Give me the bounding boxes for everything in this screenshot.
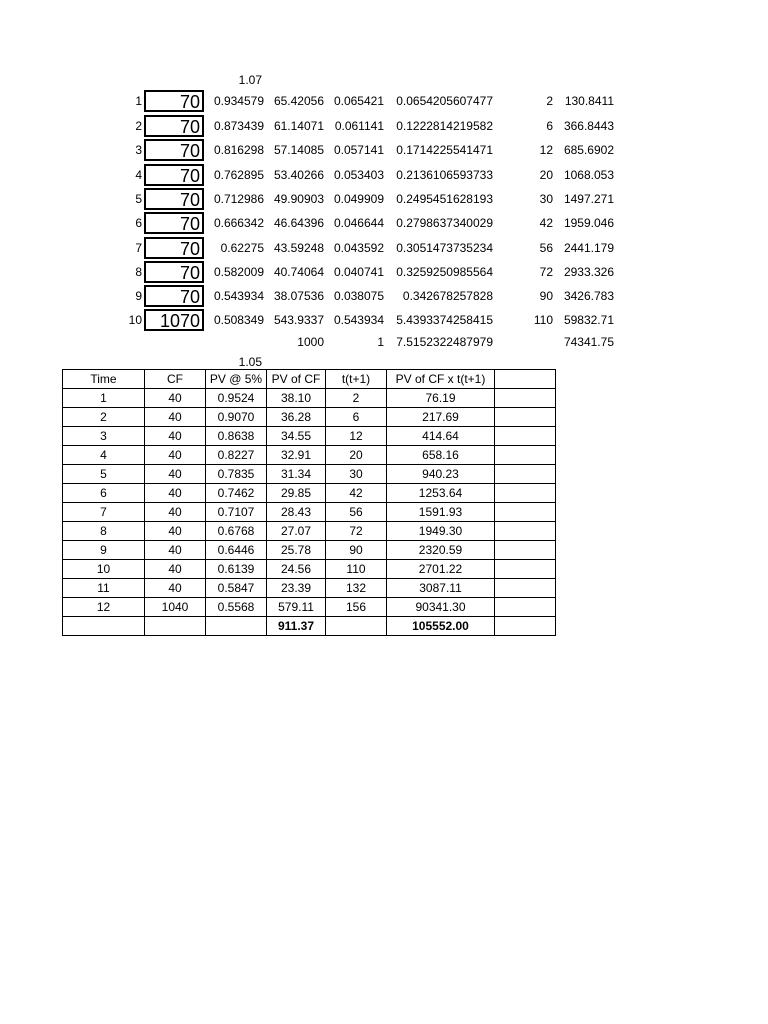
cash-flow-cell: 70 xyxy=(144,212,204,234)
table-cell: 0.8227 xyxy=(206,446,267,465)
table-cell: 1 xyxy=(63,389,145,408)
table-cell: 24.56 xyxy=(267,560,326,579)
table-cell: 32.91 xyxy=(267,446,326,465)
column-header: Time xyxy=(63,370,145,389)
upper-row xyxy=(0,188,768,212)
present-value: 57.14085 xyxy=(273,143,324,157)
total-weight: 1 xyxy=(377,335,384,349)
total-pv: 1000 xyxy=(297,335,324,349)
cumulative-value: 0.2798637340029 xyxy=(396,216,493,230)
cash-flow-cell: 1070 xyxy=(144,309,204,331)
upper-calculation-block xyxy=(0,0,768,360)
present-value: 38.07536 xyxy=(273,289,324,303)
table-cell: 0.6446 xyxy=(206,541,267,560)
table-cell: 40 xyxy=(145,465,206,484)
row-number: 4 xyxy=(135,168,142,182)
discount-factor: 0.508349 xyxy=(213,313,264,327)
discount-factor: 0.873439 xyxy=(213,119,264,133)
t-times-t-plus-one: 20 xyxy=(539,168,553,182)
table-cell: 3087.11 xyxy=(387,579,495,598)
t-times-t-plus-one: 30 xyxy=(539,192,553,206)
table-cell: 2 xyxy=(326,389,387,408)
table-cell: 217.69 xyxy=(387,408,495,427)
table-cell: 1253.64 xyxy=(387,484,495,503)
table-cell: 40 xyxy=(145,579,206,598)
discount-factor: 0.582009 xyxy=(213,265,264,279)
row-number: 6 xyxy=(135,216,142,230)
column-header xyxy=(495,370,556,389)
upper-row xyxy=(0,237,768,261)
upper-row xyxy=(0,309,768,333)
table-cell: 76.19 xyxy=(387,389,495,408)
upper-row xyxy=(0,212,768,236)
table-row xyxy=(63,427,556,446)
weight: 0.061141 xyxy=(334,119,384,133)
table-cell xyxy=(495,427,556,446)
table-cell: 1591.93 xyxy=(387,503,495,522)
upper-row xyxy=(0,261,768,285)
table-cell: 9 xyxy=(63,541,145,560)
table-cell: 0.6139 xyxy=(206,560,267,579)
table-cell: 40 xyxy=(145,503,206,522)
table-cell: 6 xyxy=(63,484,145,503)
table-cell: 940.23 xyxy=(387,465,495,484)
table-row xyxy=(63,389,556,408)
cash-flow-cell: 70 xyxy=(144,164,204,186)
cumulative-value: 0.1222814219582 xyxy=(396,119,493,133)
table-row xyxy=(63,465,556,484)
table-cell: 90 xyxy=(326,541,387,560)
t-times-t-plus-one: 90 xyxy=(539,289,553,303)
table-cell: 42 xyxy=(326,484,387,503)
discount-factor: 0.543934 xyxy=(213,289,264,303)
table-cell: 40 xyxy=(145,408,206,427)
table-cell: 12 xyxy=(63,598,145,617)
table-cell: 8 xyxy=(63,522,145,541)
t-times-t-plus-one: 2 xyxy=(546,94,553,108)
weight: 0.057141 xyxy=(333,143,384,157)
discount-factor: 0.712986 xyxy=(213,192,264,206)
pv-times-tt: 685.6902 xyxy=(563,143,614,157)
weight: 0.046644 xyxy=(333,216,384,230)
t-times-t-plus-one: 42 xyxy=(539,216,553,230)
row-number: 10 xyxy=(128,313,142,327)
total-cell xyxy=(326,617,387,636)
table-cell: 90341.30 xyxy=(387,598,495,617)
cash-flow-cell: 70 xyxy=(144,237,204,259)
t-times-t-plus-one: 110 xyxy=(533,313,553,327)
upper-row xyxy=(0,139,768,163)
cumulative-value: 0.342678257828 xyxy=(402,289,493,303)
table-cell: 2320.59 xyxy=(387,541,495,560)
rate-label-table: 1.05 xyxy=(238,355,262,369)
t-times-t-plus-one: 56 xyxy=(539,241,553,255)
present-value: 53.40266 xyxy=(273,168,324,182)
cumulative-value: 0.3259250985564 xyxy=(396,265,493,279)
total-cell xyxy=(145,617,206,636)
weight: 0.053403 xyxy=(333,168,384,182)
table-cell: 0.5847 xyxy=(206,579,267,598)
table-row xyxy=(63,579,556,598)
table-cell: 3 xyxy=(63,427,145,446)
table-cell: 7 xyxy=(63,503,145,522)
table-cell: 20 xyxy=(326,446,387,465)
table-cell: 1040 xyxy=(145,598,206,617)
present-value: 65.42056 xyxy=(273,94,324,108)
table-cell: 0.7462 xyxy=(206,484,267,503)
pv-times-tt: 59832.71 xyxy=(563,313,614,327)
table-cell: 30 xyxy=(326,465,387,484)
table-cell: 110 xyxy=(326,560,387,579)
t-times-t-plus-one: 72 xyxy=(539,265,553,279)
table-cell: 28.43 xyxy=(267,503,326,522)
row-number: 2 xyxy=(135,119,142,133)
table-cell: 0.9524 xyxy=(206,389,267,408)
upper-row xyxy=(0,90,768,114)
table-cell: 23.39 xyxy=(267,579,326,598)
total-pv-times-tt: 74341.75 xyxy=(563,335,614,349)
table-cell: 72 xyxy=(326,522,387,541)
total-cell xyxy=(495,617,556,636)
cumulative-value: 5.4393374258415 xyxy=(396,313,493,327)
table-cell: 5 xyxy=(63,465,145,484)
table-cell: 27.07 xyxy=(267,522,326,541)
row-number: 8 xyxy=(135,265,142,279)
table-cell: 414.64 xyxy=(387,427,495,446)
column-header: CF xyxy=(145,370,206,389)
discount-factor: 0.666342 xyxy=(213,216,264,230)
table-cell: 579.11 xyxy=(267,598,326,617)
table-cell: 12 xyxy=(326,427,387,446)
row-number: 9 xyxy=(135,289,142,303)
t-times-t-plus-one: 12 xyxy=(539,143,553,157)
table-cell xyxy=(495,598,556,617)
present-value: 40.74064 xyxy=(273,265,324,279)
table-cell: 658.16 xyxy=(387,446,495,465)
table-row xyxy=(63,541,556,560)
table-cell: 10 xyxy=(63,560,145,579)
row-number: 5 xyxy=(135,192,142,206)
cumulative-value: 0.1714225541471 xyxy=(396,143,493,157)
table-cell: 40 xyxy=(145,541,206,560)
table-cell: 4 xyxy=(63,446,145,465)
table-cell: 132 xyxy=(326,579,387,598)
table-cell: 29.85 xyxy=(267,484,326,503)
cumulative-value: 0.2136106593733 xyxy=(396,168,493,182)
present-value: 43.59248 xyxy=(273,241,324,255)
table-cell xyxy=(495,465,556,484)
table-cell: 36.28 xyxy=(267,408,326,427)
weight: 0.043592 xyxy=(333,241,384,255)
table-cell xyxy=(495,522,556,541)
table-cell xyxy=(495,484,556,503)
weight: 0.040741 xyxy=(333,265,384,279)
table-cell: 40 xyxy=(145,522,206,541)
weight: 0.049909 xyxy=(333,192,384,206)
table-cell xyxy=(495,541,556,560)
table-cell: 40 xyxy=(145,446,206,465)
total-cell: 105552.00 xyxy=(387,617,495,636)
column-header: PV @ 5% xyxy=(206,370,267,389)
table-row xyxy=(63,560,556,579)
table-cell: 34.55 xyxy=(267,427,326,446)
table-cell: 0.7107 xyxy=(206,503,267,522)
pv-times-tt: 3426.783 xyxy=(563,289,614,303)
pv-table xyxy=(62,369,556,636)
total-cumulative: 7.5152322487979 xyxy=(396,335,493,349)
present-value: 46.64396 xyxy=(273,216,324,230)
column-header: t(t+1) xyxy=(326,370,387,389)
pv-times-tt: 1959.046 xyxy=(563,216,614,230)
pv-times-tt: 1497.271 xyxy=(563,192,614,206)
table-cell: 25.78 xyxy=(267,541,326,560)
cash-flow-cell: 70 xyxy=(144,90,204,112)
pv-times-tt: 130.8411 xyxy=(564,94,614,108)
table-cell: 0.8638 xyxy=(206,427,267,446)
cash-flow-cell: 70 xyxy=(144,188,204,210)
table-total-row xyxy=(63,617,556,636)
present-value: 61.14071 xyxy=(273,119,324,133)
table-cell xyxy=(495,560,556,579)
table-cell: 11 xyxy=(63,579,145,598)
discount-factor: 0.816298 xyxy=(213,143,264,157)
present-value: 49.90903 xyxy=(273,192,324,206)
table-cell: 0.7835 xyxy=(206,465,267,484)
weight: 0.065421 xyxy=(333,94,384,108)
cumulative-value: 0.2495451628193 xyxy=(396,192,493,206)
weight: 0.038075 xyxy=(333,289,384,303)
rate-label-top: 1.07 xyxy=(238,73,262,87)
table-cell xyxy=(495,446,556,465)
table-cell: 31.34 xyxy=(267,465,326,484)
pv-times-tt: 366.8443 xyxy=(563,119,614,133)
table-header-row xyxy=(63,370,556,389)
cumulative-value: 0.3051473735234 xyxy=(396,241,493,255)
pv-times-tt: 1068.053 xyxy=(563,168,614,182)
total-cell xyxy=(63,617,145,636)
table-cell xyxy=(495,503,556,522)
total-cell: 911.37 xyxy=(267,617,326,636)
table-row xyxy=(63,598,556,617)
cash-flow-cell: 70 xyxy=(144,115,204,137)
table-cell: 0.5568 xyxy=(206,598,267,617)
table-cell: 38.10 xyxy=(267,389,326,408)
table-row xyxy=(63,522,556,541)
table-row xyxy=(63,503,556,522)
table-cell: 40 xyxy=(145,484,206,503)
table-cell: 40 xyxy=(145,560,206,579)
table-cell: 1949.30 xyxy=(387,522,495,541)
cash-flow-cell: 70 xyxy=(144,261,204,283)
discount-factor: 0.934579 xyxy=(213,94,264,108)
cash-flow-cell: 70 xyxy=(144,139,204,161)
table-row xyxy=(63,446,556,465)
table-cell: 0.6768 xyxy=(206,522,267,541)
cumulative-value: 0.0654205607477 xyxy=(396,94,493,108)
t-times-t-plus-one: 6 xyxy=(546,119,553,133)
table-row xyxy=(63,484,556,503)
table-cell: 6 xyxy=(326,408,387,427)
table-cell: 2701.22 xyxy=(387,560,495,579)
pv-times-tt: 2441.179 xyxy=(563,241,614,255)
upper-row xyxy=(0,164,768,188)
table-cell: 156 xyxy=(326,598,387,617)
cash-flow-cell: 70 xyxy=(144,285,204,307)
row-number: 7 xyxy=(135,241,142,255)
column-header: PV of CF x t(t+1) xyxy=(387,370,495,389)
table-cell xyxy=(495,579,556,598)
row-number: 3 xyxy=(135,143,142,157)
weight: 0.543934 xyxy=(333,313,384,327)
upper-row xyxy=(0,285,768,309)
pv-times-tt: 2933.326 xyxy=(563,265,614,279)
upper-row xyxy=(0,115,768,139)
table-cell: 40 xyxy=(145,389,206,408)
total-cell xyxy=(206,617,267,636)
table-cell xyxy=(495,408,556,427)
table-cell: 40 xyxy=(145,427,206,446)
discount-factor: 0.62275 xyxy=(220,241,264,255)
table-row xyxy=(63,408,556,427)
row-number: 1 xyxy=(135,94,142,108)
table-cell: 56 xyxy=(326,503,387,522)
present-value: 543.9337 xyxy=(273,313,324,327)
table-cell: 2 xyxy=(63,408,145,427)
table-cell: 0.9070 xyxy=(206,408,267,427)
table-cell xyxy=(495,389,556,408)
discount-factor: 0.762895 xyxy=(213,168,264,182)
column-header: PV of CF xyxy=(267,370,326,389)
